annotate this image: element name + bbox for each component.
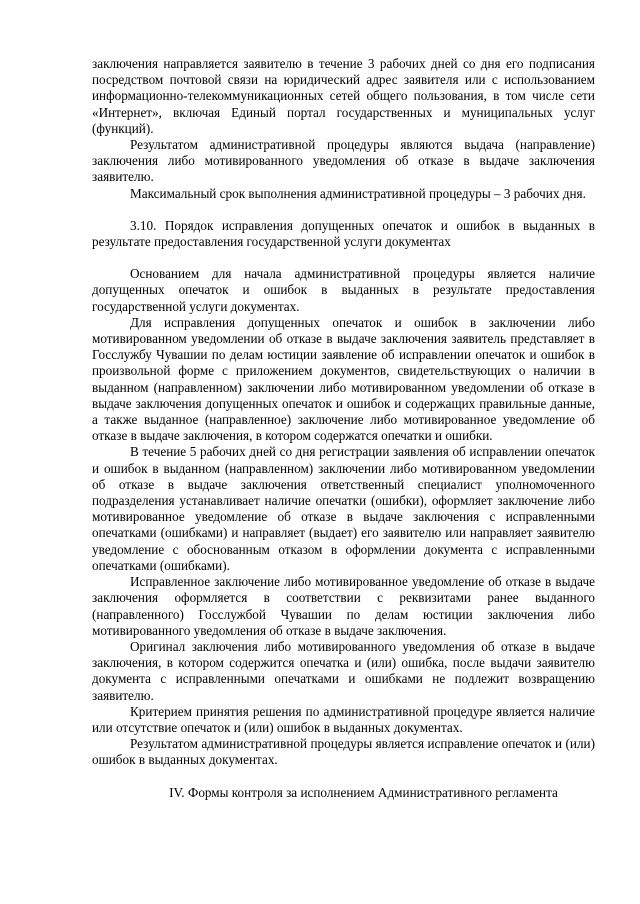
document-page bbox=[92, 56, 595, 801]
paragraph-grounds: Основанием для начала административной процедуры является наличие допущенных опечаток и ошибок в выданных в результате предоставления государственной услуги документах. bbox=[92, 266, 595, 314]
paragraph-outcome: Результатом административной процедуры является исправление опечаток и (или) ошибок в выданных документах. bbox=[92, 736, 595, 768]
paragraph-criterion: Критерием принятия решения по административной процедуре является наличие или отсутствие опечаток и (или) ошибок в выданных документах. bbox=[92, 703, 595, 735]
paragraph-original: Оригинал заключения либо мотивированного уведомления об отказе в выдаче заключения, в котором содержится опечатка и (или) ошибка, после выдачи заявителю документа с исправленными опечатками и ошибками не подлежит возвращению заявителю. bbox=[92, 638, 595, 703]
spacer bbox=[92, 202, 595, 218]
paragraph-processing: В течение 5 рабочих дней со дня регистрации заявления об исправлении опечаток и ошибок в выданном (направленном) заключении либо мотивированном уведомлении об отказе в выдаче заключения ответственный специалист уполномоченного подразделения устанавливает наличие опечатки (ошибки), оформляет заключение либо мотивированное уведомление об отказе в выдаче заключения с исправленными опечатками (ошибками) и направляет (выдает) его заявителю или направляет заявителю уведомление с обоснованным отказом в оформлении документа с исправленными опечатками (ошибками). bbox=[92, 444, 595, 573]
paragraph-corrected-document: Исправленное заключение либо мотивированное уведомление об отказе в выдаче заключения оформляется в соответствии с реквизитами ранее выданного (направленного) Госслужбой Чувашии по делам юстиции заключения либо мотивированного уведомления об отказе в выдаче заключения. bbox=[92, 574, 595, 638]
section-heading-3-10: 3.10. Порядок исправления допущенных опечаток и ошибок в выданных в результате предоставления государственной услуги документах bbox=[92, 217, 595, 250]
spacer bbox=[92, 769, 595, 785]
paragraph-result: Результатом административной процедуры являются выдача (направление) заключения либо мотивированного уведомления об отказе в выдаче заключения заявителю. bbox=[92, 137, 595, 185]
paragraph-application: Для исправления допущенных опечаток и ошибок в заключении либо мотивированном уведомлении об отказе в выдаче заключения заявитель представляет в Госслужбу Чувашии по делам юстиции заявление об исправлении опечаток и ошибок в произвольной форме с приложением документов, свидетельствующих о наличии в выданном (направленном) заключении либо мотивированном уведомлении об отказе в выдаче заключения допущенных опечаток и ошибок и содержащих правильные данные, а также выданное (направленное) заключение либо мотивированное уведомление об отказе в выдаче заключения, в котором содержатся опечатки и ошибки. bbox=[92, 314, 595, 444]
paragraph-delivery-continuation: заключения направляется заявителю в течение 3 рабочих дней со дня его подписания посредством почтовой связи на юридический адрес заявителя или с использованием информационно-телекоммуникационных сетей общего пользования, в том числе сети «Интернет», включая Единый портал государственных и муниципальных услуг (функций). bbox=[92, 56, 595, 136]
paragraph-max-term: Максимальный срок выполнения административной процедуры – 3 рабочих дня. bbox=[130, 185, 586, 201]
spacer bbox=[92, 250, 595, 266]
section-heading-iv: IV. Формы контроля за исполнением Административного регламента bbox=[169, 784, 558, 800]
